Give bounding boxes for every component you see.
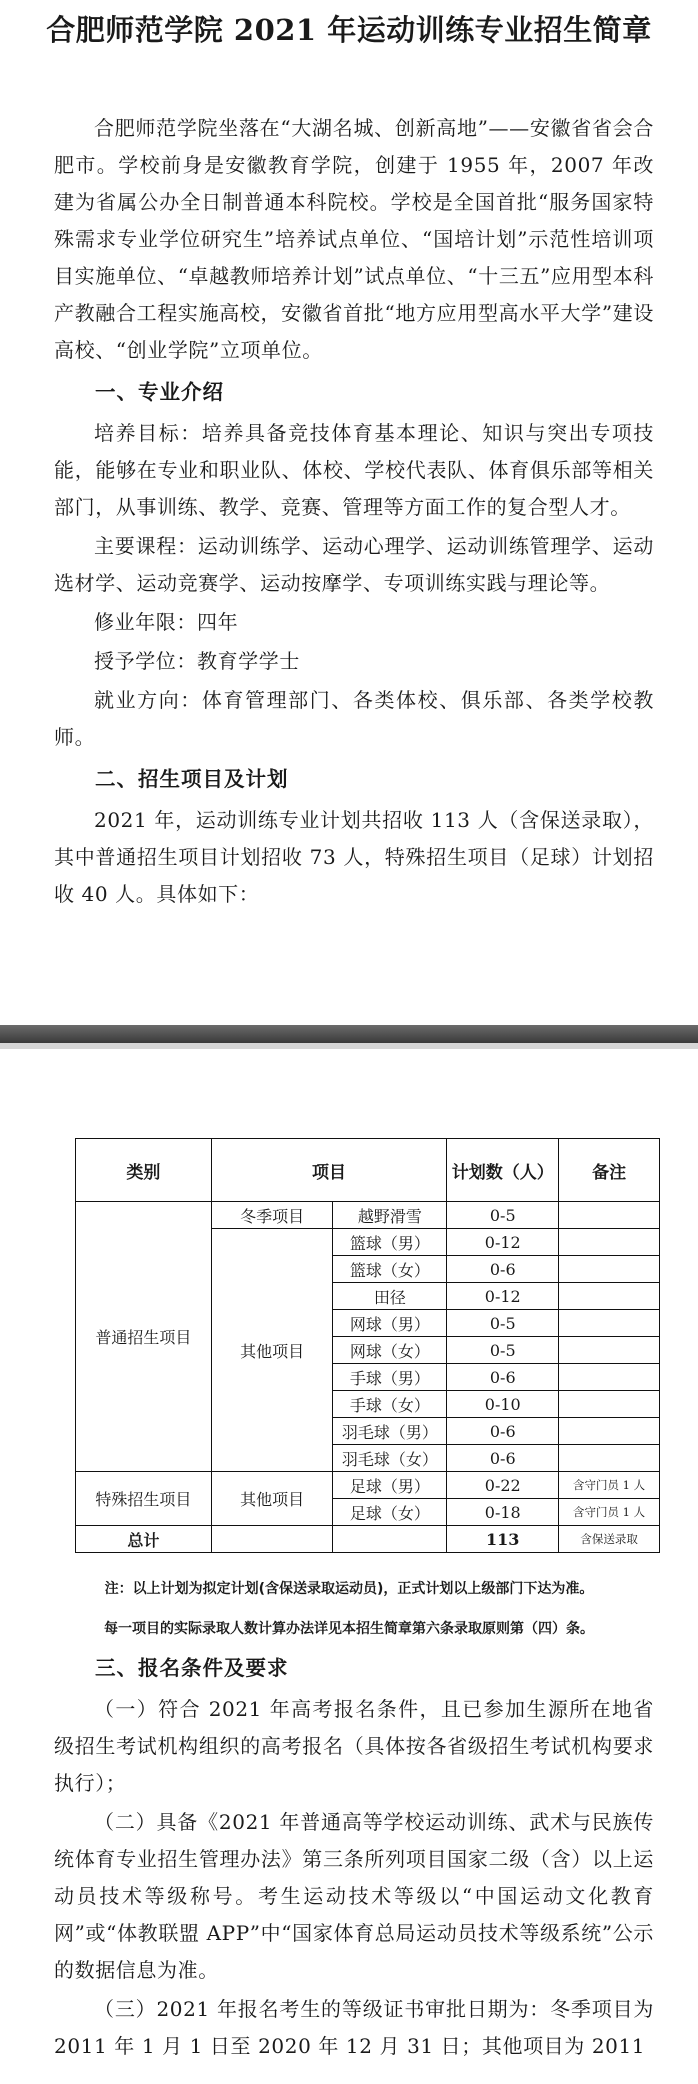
project-name: 手球（男） [333,1364,447,1391]
project-name: 足球（女） [333,1499,447,1526]
enrollment-plan-table [75,1138,660,1553]
project-name: 篮球（女） [333,1256,447,1283]
plan-count: 0-12 [447,1283,559,1310]
remark [559,1445,660,1472]
plan-count: 0-18 [447,1499,559,1526]
project-name: 足球（男） [333,1472,447,1499]
total-empty-2 [333,1526,447,1553]
plan-count: 0-22 [447,1472,559,1499]
subcategory-winter: 冬季项目 [211,1202,333,1229]
table-note-2: 每一项目的实际录取人数计算办法详见本招生简章第六条录取原则第（四）条。 [104,1621,594,1637]
goal-paragraph: 培养目标：培养具备竞技体育基本理论、知识与突出专项技能，能够在专业和职业队、体校、学校代表队、体育俱乐部等相关部门，从事训练、教学、竞赛、管理等方面工作的复合型人才。 [54,421,654,519]
intro-paragraph: 合肥师范学院坐落在“大湖名城、创新高地”——安徽省省会合肥市。学校前身是安徽教育学院，创建于 1955 年，2007 年改建为省属公办全日制普通本科院校。学校是全国首批“服务国家特殊需求专业学位研究生”培养试点单位、“国培计划”示范性培训项目实施单位、“卓越教师培养计划”试点单位、“十三五”应用型本科产教融合工程实施高校，安徽省首批“地方应用型高水平大学”建设高校、“创业学院”立项单位。 [54,116,654,362]
header-remark: 备注 [559,1139,660,1202]
degree-paragraph: 授予学位：教育学学士 [94,649,300,673]
project-name: 羽毛球（男） [333,1418,447,1445]
table-row [76,1202,660,1229]
project-name: 越野滑雪 [333,1202,447,1229]
subcategory-special-other: 其他项目 [211,1472,333,1526]
plan-paragraph: 2021 年，运动训练专业计划共招收 113 人（含保送录取），其中普通招生项目计划招收 73 人，特殊招生项目（足球）计划招收 40 人。具体如下： [54,808,654,906]
page-divider-shadow [0,1043,698,1049]
table-total-row [76,1526,660,1553]
plan-count: 0-6 [447,1256,559,1283]
section-heading-major: 一、专业介绍 [95,380,224,404]
section-heading-plan: 二、招生项目及计划 [95,767,289,791]
duration-paragraph: 修业年限：四年 [94,610,239,634]
requirement-item-3: （三）2021 年报名考生的等级证书审批日期为：冬季项目为 2011 年 1 月 1 日至 2020 年 12 月 31 日；其他项目为 2011 [54,1997,654,2058]
category-general: 普通招生项目 [76,1202,212,1472]
remark [559,1364,660,1391]
plan-count: 0-5 [447,1310,559,1337]
subcategory-other: 其他项目 [211,1229,333,1472]
table-header-row [76,1139,660,1202]
project-name: 网球（女） [333,1337,447,1364]
plan-count: 0-5 [447,1337,559,1364]
plan-count: 0-6 [447,1418,559,1445]
requirement-item-2: （二）具备《2021 年普通高等学校运动训练、武术与民族传统体育专业招生管理办法》第三条所列项目国家二级（含）以上运动员技术等级称号。考生运动技术等级以“中国运动文化教育网”或“体教联盟 APP”中“国家体育总局运动员技术等级系统”公示的数据信息为准。 [54,1810,654,1982]
total-empty-1 [211,1526,333,1553]
plan-count: 0-10 [447,1391,559,1418]
page-one-body [0,110,698,913]
total-plan: 113 [447,1526,559,1553]
remark [559,1283,660,1310]
section-heading-requirements: 三、报名条件及要求 [95,1656,289,1680]
plan-count: 0-6 [447,1364,559,1391]
total-label: 总计 [76,1526,212,1553]
page-divider [0,1025,698,1043]
remark: 含守门员 1 人 [559,1499,660,1526]
header-project: 项目 [211,1139,447,1202]
requirement-item-1: （一）符合 2021 年高考报名条件，且已参加生源所在地省级招生考试机构组织的高考报名（具体按各省级招生考试机构要求执行）； [54,1697,654,1795]
category-special: 特殊招生项目 [76,1472,212,1526]
remark: 含守门员 1 人 [559,1472,660,1499]
project-name: 网球（男） [333,1310,447,1337]
remark [559,1229,660,1256]
project-name: 手球（女） [333,1391,447,1418]
table-note-1: 注：以上计划为拟定计划(含保送录取运动员)，正式计划以上级部门下达为准。 [104,1581,594,1597]
header-plan: 计划数（人） [447,1139,559,1202]
plan-count: 0-6 [447,1445,559,1472]
total-remark: 含保送录取 [559,1526,660,1553]
project-name: 羽毛球（女） [333,1445,447,1472]
project-name: 篮球（男） [333,1229,447,1256]
remark [559,1391,660,1418]
table-row [76,1472,660,1499]
career-paragraph: 就业方向：体育管理部门、各类体校、俱乐部、各类学校教师。 [54,688,654,749]
page-two-body [0,1645,698,2065]
header-category: 类别 [76,1139,212,1202]
remark [559,1337,660,1364]
plan-count: 0-5 [447,1202,559,1229]
remark [559,1202,660,1229]
remark [559,1310,660,1337]
remark [559,1418,660,1445]
page-title: 合肥师范学院 2021 年运动训练专业招生简章 [46,13,652,47]
remark [559,1256,660,1283]
project-name: 田径 [333,1283,447,1310]
courses-paragraph: 主要课程：运动训练学、运动心理学、运动训练管理学、运动选材学、运动竞赛学、运动按摩学、专项训练实践与理论等。 [54,534,654,595]
plan-count: 0-12 [447,1229,559,1256]
